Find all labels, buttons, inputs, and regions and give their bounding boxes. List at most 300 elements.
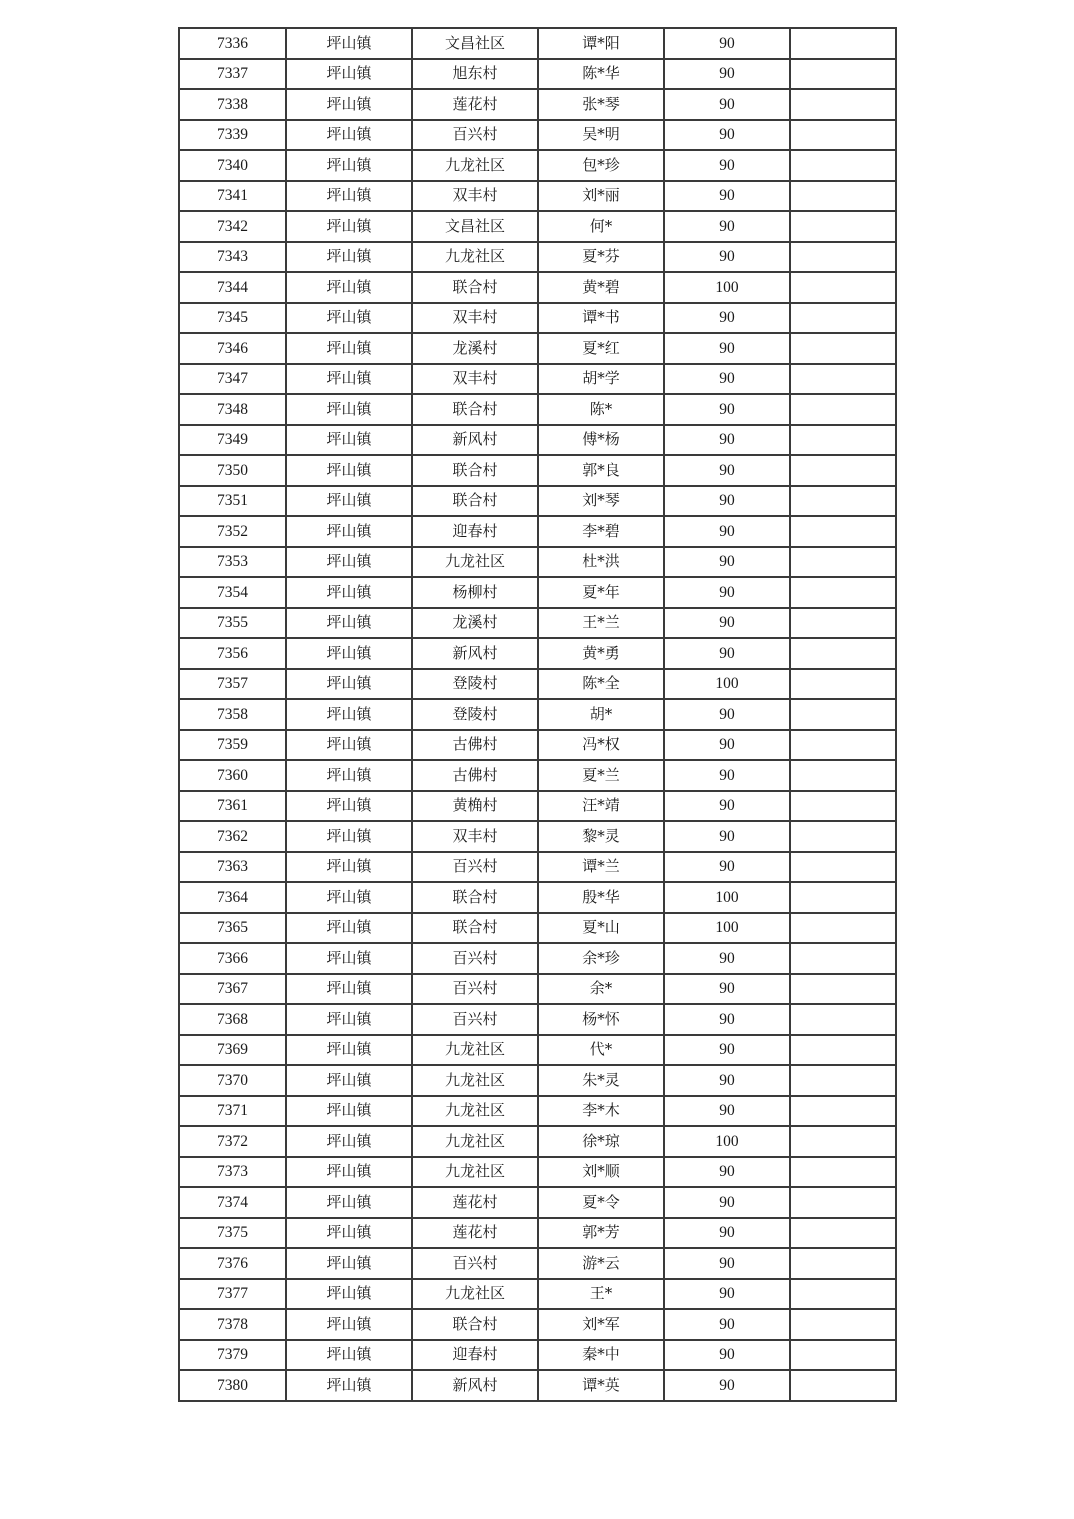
village-cell: 双丰村 [412, 303, 538, 334]
village-cell: 百兴村 [412, 120, 538, 151]
remark-cell [790, 211, 896, 242]
serial-cell: 7342 [179, 211, 286, 242]
name-cell: 张*琴 [538, 89, 664, 120]
name-cell: 夏*令 [538, 1187, 664, 1218]
name-cell: 何* [538, 211, 664, 242]
name-cell: 胡* [538, 699, 664, 730]
table-row [179, 547, 896, 578]
village-cell: 九龙社区 [412, 1157, 538, 1188]
table-row [179, 1096, 896, 1127]
amount-cell: 90 [664, 394, 790, 425]
remark-cell [790, 425, 896, 456]
remark-cell [790, 455, 896, 486]
table-row [179, 425, 896, 456]
remark-cell [790, 547, 896, 578]
remark-cell [790, 669, 896, 700]
serial-cell: 7366 [179, 943, 286, 974]
name-cell: 谭*阳 [538, 28, 664, 59]
remark-cell [790, 272, 896, 303]
amount-cell: 90 [664, 211, 790, 242]
town-cell: 坪山镇 [286, 59, 412, 90]
amount-cell: 90 [664, 181, 790, 212]
table-row [179, 1309, 896, 1340]
village-cell: 莲花村 [412, 1187, 538, 1218]
remark-cell [790, 1035, 896, 1066]
town-cell: 坪山镇 [286, 272, 412, 303]
remark-cell [790, 150, 896, 181]
village-cell: 杨柳村 [412, 577, 538, 608]
table-row [179, 1065, 896, 1096]
name-cell: 代* [538, 1035, 664, 1066]
amount-cell: 90 [664, 547, 790, 578]
table-row [179, 364, 896, 395]
name-cell: 郭*良 [538, 455, 664, 486]
table-row [179, 1035, 896, 1066]
serial-cell: 7359 [179, 730, 286, 761]
name-cell: 朱*灵 [538, 1065, 664, 1096]
table-row [179, 333, 896, 364]
serial-cell: 7336 [179, 28, 286, 59]
serial-cell: 7370 [179, 1065, 286, 1096]
village-cell: 龙溪村 [412, 608, 538, 639]
name-cell: 谭*英 [538, 1370, 664, 1401]
serial-cell: 7371 [179, 1096, 286, 1127]
village-cell: 联合村 [412, 486, 538, 517]
village-cell: 迎春村 [412, 516, 538, 547]
table-row [179, 1340, 896, 1371]
amount-cell: 90 [664, 516, 790, 547]
town-cell: 坪山镇 [286, 181, 412, 212]
name-cell: 余* [538, 974, 664, 1005]
remark-cell [790, 852, 896, 883]
town-cell: 坪山镇 [286, 120, 412, 151]
amount-cell: 90 [664, 1340, 790, 1371]
town-cell: 坪山镇 [286, 974, 412, 1005]
remark-cell [790, 760, 896, 791]
serial-cell: 7356 [179, 638, 286, 669]
table-row [179, 1279, 896, 1310]
town-cell: 坪山镇 [286, 699, 412, 730]
amount-cell: 90 [664, 364, 790, 395]
name-cell: 秦*中 [538, 1340, 664, 1371]
town-cell: 坪山镇 [286, 211, 412, 242]
remark-cell [790, 1187, 896, 1218]
table-row [179, 242, 896, 273]
town-cell: 坪山镇 [286, 1096, 412, 1127]
amount-cell: 90 [664, 1309, 790, 1340]
village-cell: 新风村 [412, 638, 538, 669]
remark-cell [790, 333, 896, 364]
village-cell: 双丰村 [412, 181, 538, 212]
remark-cell [790, 577, 896, 608]
remark-cell [790, 638, 896, 669]
table-row [179, 455, 896, 486]
village-cell: 联合村 [412, 272, 538, 303]
town-cell: 坪山镇 [286, 1218, 412, 1249]
village-cell: 百兴村 [412, 852, 538, 883]
village-cell: 百兴村 [412, 974, 538, 1005]
table-row [179, 669, 896, 700]
name-cell: 黄*碧 [538, 272, 664, 303]
amount-cell: 90 [664, 455, 790, 486]
village-cell: 古佛村 [412, 760, 538, 791]
remark-cell [790, 821, 896, 852]
remark-cell [790, 1370, 896, 1401]
serial-cell: 7341 [179, 181, 286, 212]
amount-cell: 90 [664, 730, 790, 761]
village-cell: 联合村 [412, 1309, 538, 1340]
remark-cell [790, 974, 896, 1005]
table-row [179, 1248, 896, 1279]
table-row [179, 211, 896, 242]
amount-cell: 100 [664, 1126, 790, 1157]
name-cell: 包*珍 [538, 150, 664, 181]
table-row [179, 760, 896, 791]
serial-cell: 7376 [179, 1248, 286, 1279]
amount-cell: 90 [664, 1065, 790, 1096]
serial-cell: 7348 [179, 394, 286, 425]
name-cell: 陈*全 [538, 669, 664, 700]
name-cell: 胡*学 [538, 364, 664, 395]
amount-cell: 90 [664, 242, 790, 273]
serial-cell: 7365 [179, 913, 286, 944]
remark-cell [790, 59, 896, 90]
serial-cell: 7377 [179, 1279, 286, 1310]
table-row [179, 913, 896, 944]
table-row [179, 791, 896, 822]
town-cell: 坪山镇 [286, 1340, 412, 1371]
remark-cell [790, 1248, 896, 1279]
table-row [179, 1187, 896, 1218]
amount-cell: 90 [664, 638, 790, 669]
table-row [179, 303, 896, 334]
amount-cell: 90 [664, 974, 790, 1005]
town-cell: 坪山镇 [286, 1370, 412, 1401]
remark-cell [790, 394, 896, 425]
amount-cell: 90 [664, 1248, 790, 1279]
amount-cell: 90 [664, 1157, 790, 1188]
remark-cell [790, 943, 896, 974]
name-cell: 刘*顺 [538, 1157, 664, 1188]
remark-cell [790, 1218, 896, 1249]
amount-cell: 90 [664, 425, 790, 456]
town-cell: 坪山镇 [286, 638, 412, 669]
table-row [179, 28, 896, 59]
name-cell: 吴*明 [538, 120, 664, 151]
amount-cell: 90 [664, 852, 790, 883]
village-cell: 莲花村 [412, 1218, 538, 1249]
town-cell: 坪山镇 [286, 821, 412, 852]
village-cell: 九龙社区 [412, 547, 538, 578]
town-cell: 坪山镇 [286, 516, 412, 547]
name-cell: 汪*靖 [538, 791, 664, 822]
village-cell: 文昌社区 [412, 28, 538, 59]
name-cell: 李*碧 [538, 516, 664, 547]
village-cell: 古佛村 [412, 730, 538, 761]
name-cell: 刘*琴 [538, 486, 664, 517]
remark-cell [790, 730, 896, 761]
town-cell: 坪山镇 [286, 1309, 412, 1340]
town-cell: 坪山镇 [286, 486, 412, 517]
table-row [179, 1157, 896, 1188]
town-cell: 坪山镇 [286, 28, 412, 59]
serial-cell: 7360 [179, 760, 286, 791]
name-cell: 夏*兰 [538, 760, 664, 791]
serial-cell: 7367 [179, 974, 286, 1005]
village-cell: 九龙社区 [412, 242, 538, 273]
table-row [179, 1004, 896, 1035]
amount-cell: 90 [664, 120, 790, 151]
table-row [179, 394, 896, 425]
amount-cell: 90 [664, 821, 790, 852]
amount-cell: 100 [664, 913, 790, 944]
town-cell: 坪山镇 [286, 1126, 412, 1157]
remark-cell [790, 791, 896, 822]
serial-cell: 7357 [179, 669, 286, 700]
village-cell: 百兴村 [412, 943, 538, 974]
table-row [179, 59, 896, 90]
village-cell: 九龙社区 [412, 1279, 538, 1310]
serial-cell: 7347 [179, 364, 286, 395]
remark-cell [790, 303, 896, 334]
amount-cell: 90 [664, 760, 790, 791]
serial-cell: 7351 [179, 486, 286, 517]
village-cell: 九龙社区 [412, 1035, 538, 1066]
amount-cell: 90 [664, 791, 790, 822]
village-cell: 龙溪村 [412, 333, 538, 364]
table-row [179, 852, 896, 883]
table-row [179, 699, 896, 730]
amount-cell: 90 [664, 1096, 790, 1127]
village-cell: 黄桷村 [412, 791, 538, 822]
name-cell: 刘*军 [538, 1309, 664, 1340]
serial-cell: 7350 [179, 455, 286, 486]
village-cell: 旭东村 [412, 59, 538, 90]
village-cell: 百兴村 [412, 1004, 538, 1035]
town-cell: 坪山镇 [286, 1248, 412, 1279]
serial-cell: 7368 [179, 1004, 286, 1035]
town-cell: 坪山镇 [286, 791, 412, 822]
village-cell: 迎春村 [412, 1340, 538, 1371]
village-cell: 百兴村 [412, 1248, 538, 1279]
amount-cell: 90 [664, 1187, 790, 1218]
remark-cell [790, 89, 896, 120]
name-cell: 李*木 [538, 1096, 664, 1127]
town-cell: 坪山镇 [286, 89, 412, 120]
amount-cell: 100 [664, 669, 790, 700]
remark-cell [790, 516, 896, 547]
village-cell: 登陵村 [412, 669, 538, 700]
serial-cell: 7374 [179, 1187, 286, 1218]
amount-cell: 90 [664, 28, 790, 59]
village-cell: 联合村 [412, 455, 538, 486]
remark-cell [790, 1340, 896, 1371]
serial-cell: 7338 [179, 89, 286, 120]
village-cell: 双丰村 [412, 364, 538, 395]
remark-cell [790, 486, 896, 517]
table-row [179, 516, 896, 547]
remark-cell [790, 364, 896, 395]
serial-cell: 7361 [179, 791, 286, 822]
amount-cell: 90 [664, 608, 790, 639]
village-cell: 新风村 [412, 1370, 538, 1401]
name-cell: 傅*杨 [538, 425, 664, 456]
serial-cell: 7337 [179, 59, 286, 90]
table-row [179, 821, 896, 852]
amount-cell: 100 [664, 272, 790, 303]
data-table [178, 27, 897, 1402]
town-cell: 坪山镇 [286, 1187, 412, 1218]
table-row [179, 974, 896, 1005]
table-row [179, 1126, 896, 1157]
serial-cell: 7364 [179, 882, 286, 913]
table-row [179, 89, 896, 120]
town-cell: 坪山镇 [286, 852, 412, 883]
town-cell: 坪山镇 [286, 882, 412, 913]
village-cell: 联合村 [412, 394, 538, 425]
amount-cell: 90 [664, 333, 790, 364]
name-cell: 夏*山 [538, 913, 664, 944]
amount-cell: 90 [664, 1218, 790, 1249]
name-cell: 陈*华 [538, 59, 664, 90]
serial-cell: 7362 [179, 821, 286, 852]
village-cell: 新风村 [412, 425, 538, 456]
serial-cell: 7343 [179, 242, 286, 273]
serial-cell: 7353 [179, 547, 286, 578]
name-cell: 杜*洪 [538, 547, 664, 578]
serial-cell: 7380 [179, 1370, 286, 1401]
table-row [179, 1370, 896, 1401]
name-cell: 夏*红 [538, 333, 664, 364]
serial-cell: 7352 [179, 516, 286, 547]
remark-cell [790, 1065, 896, 1096]
name-cell: 游*云 [538, 1248, 664, 1279]
serial-cell: 7379 [179, 1340, 286, 1371]
name-cell: 徐*琼 [538, 1126, 664, 1157]
table-row [179, 638, 896, 669]
table-row [179, 1218, 896, 1249]
town-cell: 坪山镇 [286, 1157, 412, 1188]
amount-cell: 90 [664, 89, 790, 120]
town-cell: 坪山镇 [286, 425, 412, 456]
amount-cell: 90 [664, 303, 790, 334]
table-row [179, 882, 896, 913]
town-cell: 坪山镇 [286, 150, 412, 181]
town-cell: 坪山镇 [286, 669, 412, 700]
amount-cell: 90 [664, 1279, 790, 1310]
town-cell: 坪山镇 [286, 547, 412, 578]
town-cell: 坪山镇 [286, 1065, 412, 1096]
village-cell: 九龙社区 [412, 1126, 538, 1157]
name-cell: 谭*兰 [538, 852, 664, 883]
name-cell: 夏*芬 [538, 242, 664, 273]
table-row [179, 181, 896, 212]
town-cell: 坪山镇 [286, 394, 412, 425]
town-cell: 坪山镇 [286, 455, 412, 486]
name-cell: 殷*华 [538, 882, 664, 913]
amount-cell: 90 [664, 1370, 790, 1401]
amount-cell: 90 [664, 1004, 790, 1035]
name-cell: 夏*年 [538, 577, 664, 608]
name-cell: 冯*权 [538, 730, 664, 761]
village-cell: 登陵村 [412, 699, 538, 730]
town-cell: 坪山镇 [286, 913, 412, 944]
town-cell: 坪山镇 [286, 608, 412, 639]
town-cell: 坪山镇 [286, 1035, 412, 1066]
town-cell: 坪山镇 [286, 333, 412, 364]
amount-cell: 90 [664, 699, 790, 730]
remark-cell [790, 1004, 896, 1035]
name-cell: 郭*芳 [538, 1218, 664, 1249]
remark-cell [790, 1309, 896, 1340]
serial-cell: 7354 [179, 577, 286, 608]
town-cell: 坪山镇 [286, 760, 412, 791]
town-cell: 坪山镇 [286, 1004, 412, 1035]
remark-cell [790, 1279, 896, 1310]
village-cell: 文昌社区 [412, 211, 538, 242]
village-cell: 联合村 [412, 913, 538, 944]
table-body [179, 28, 896, 1401]
town-cell: 坪山镇 [286, 577, 412, 608]
remark-cell [790, 242, 896, 273]
town-cell: 坪山镇 [286, 943, 412, 974]
remark-cell [790, 1126, 896, 1157]
village-cell: 九龙社区 [412, 150, 538, 181]
serial-cell: 7373 [179, 1157, 286, 1188]
name-cell: 余*珍 [538, 943, 664, 974]
table-row [179, 120, 896, 151]
name-cell: 谭*书 [538, 303, 664, 334]
remark-cell [790, 699, 896, 730]
table-row [179, 608, 896, 639]
town-cell: 坪山镇 [286, 364, 412, 395]
town-cell: 坪山镇 [286, 303, 412, 334]
table-row [179, 150, 896, 181]
remark-cell [790, 181, 896, 212]
serial-cell: 7340 [179, 150, 286, 181]
serial-cell: 7372 [179, 1126, 286, 1157]
name-cell: 黎*灵 [538, 821, 664, 852]
table-row [179, 272, 896, 303]
amount-cell: 90 [664, 59, 790, 90]
serial-cell: 7369 [179, 1035, 286, 1066]
remark-cell [790, 1157, 896, 1188]
name-cell: 王* [538, 1279, 664, 1310]
table-row [179, 577, 896, 608]
serial-cell: 7349 [179, 425, 286, 456]
remark-cell [790, 1096, 896, 1127]
serial-cell: 7358 [179, 699, 286, 730]
name-cell: 陈* [538, 394, 664, 425]
remark-cell [790, 120, 896, 151]
serial-cell: 7378 [179, 1309, 286, 1340]
remark-cell [790, 882, 896, 913]
town-cell: 坪山镇 [286, 730, 412, 761]
serial-cell: 7345 [179, 303, 286, 334]
table-row [179, 486, 896, 517]
table-row [179, 943, 896, 974]
amount-cell: 90 [664, 150, 790, 181]
village-cell: 九龙社区 [412, 1065, 538, 1096]
serial-cell: 7363 [179, 852, 286, 883]
serial-cell: 7346 [179, 333, 286, 364]
village-cell: 双丰村 [412, 821, 538, 852]
serial-cell: 7355 [179, 608, 286, 639]
remark-cell [790, 608, 896, 639]
town-cell: 坪山镇 [286, 242, 412, 273]
serial-cell: 7344 [179, 272, 286, 303]
serial-cell: 7375 [179, 1218, 286, 1249]
